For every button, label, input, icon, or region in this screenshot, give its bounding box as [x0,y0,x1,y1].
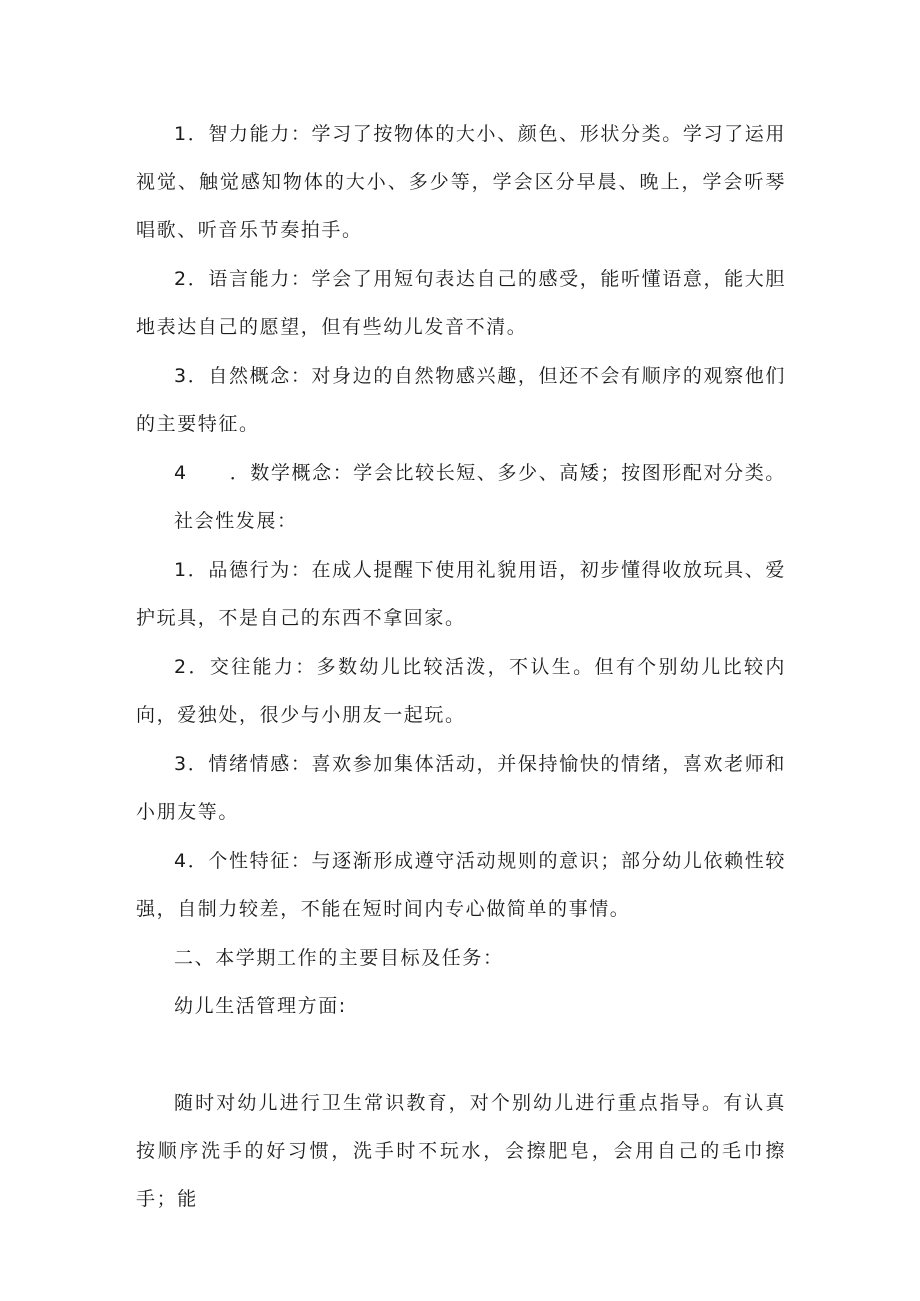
paragraph-emotions: 3．情绪情感：喜欢参加集体活动，并保持愉快的情绪，喜欢老师和小朋友等。 [136,753,786,823]
math-item-text: ．数学概念：学会比较长短、多少、高矮；按图形配对分类。 [229,462,786,484]
heading-semester-goals: 二、本学期工作的主要目标及任务： [174,947,504,969]
heading-social-development: 社会性发展： [174,510,298,532]
paragraph-language-ability: 2．语言能力：学会了用短句表达自己的感受，能听懂语意，能大胆地表达自己的愿望，但有些幼儿发音不清。 [136,268,786,338]
paragraph-math-concept [136,449,786,497]
paragraph-moral-behavior: 1．品德行为：在成人提醒下使用礼貌用语，初步懂得收放玩具、爱护玩具，不是自己的东西不拿回家。 [136,559,786,629]
paragraph-nature-concept: 3．自然概念：对身边的自然物感兴趣，但还不会有顺序的观察他们的主要特征。 [136,365,786,435]
paragraph-intellectual-ability: 1．智力能力：学习了按物体的大小、颜色、形状分类。学习了运用视觉、触觉感知物体的大小、多少等，学会区分早晨、晚上，学会听琴唱歌、听音乐节奏拍手。 [136,123,786,241]
paragraph-hygiene-education: 随时对幼儿进行卫生常识教育，对个别幼儿进行重点指导。有认真按顺序洗手的好习惯，洗手时不玩水，会擦肥皂，会用自己的毛巾擦手；能 [136,1092,786,1210]
paragraph-personality: 4．个性特征：与逐渐形成遵守活动规则的意识；部分幼儿依赖性较强，自制力较差，不能在短时间内专心做简单的事情。 [136,850,786,920]
heading-life-management: 幼儿生活管理方面: [174,995,347,1017]
paragraph-social-ability: 2．交往能力：多数幼儿比较活泼，不认生。但有个别幼儿比较内向，爱独处，很少与小朋友一起玩。 [136,656,786,726]
math-item-number: 4 [174,462,188,484]
